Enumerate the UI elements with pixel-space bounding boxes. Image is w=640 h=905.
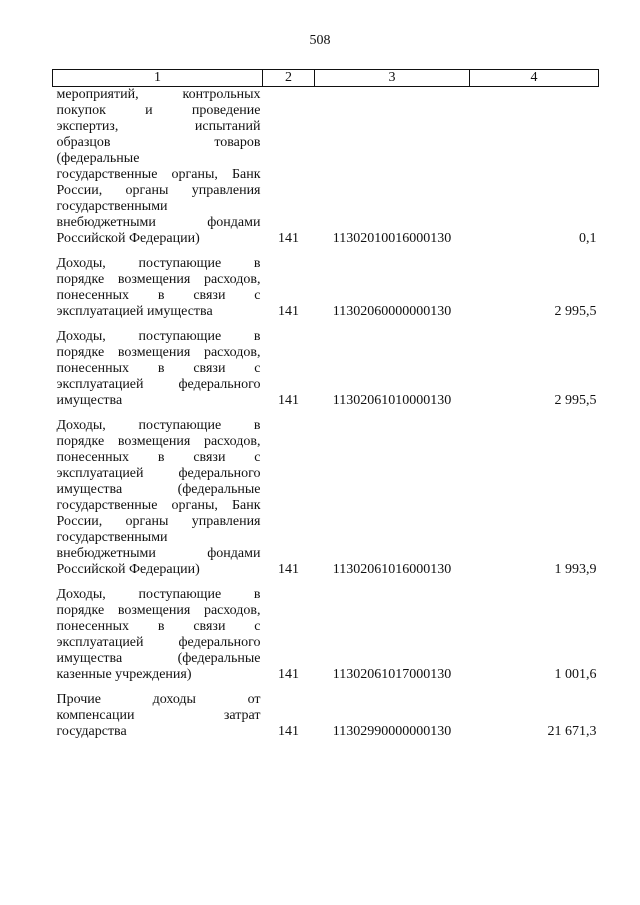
kbk-code: 11302060000000130 — [332, 304, 452, 319]
description-line: Доходы, поступающие в — [56, 418, 261, 433]
description-line: государства — [56, 724, 127, 739]
description-line: внебюджетными фондами — [56, 215, 261, 230]
amount-value: 1 993,9 — [554, 562, 597, 577]
description-line: государственными — [56, 530, 168, 545]
description-line: экспертиз, испытаний — [56, 119, 261, 134]
description-line: понесенных в связи с — [56, 619, 261, 634]
column-header-1: 1 — [53, 70, 263, 87]
row-description — [53, 409, 263, 578]
kbk-code: 11302010016000130 — [332, 231, 452, 246]
table-body — [53, 87, 599, 741]
description-line: порядке возмещения расходов, — [56, 434, 261, 449]
description-line: Доходы, поступающие в — [56, 256, 261, 271]
description-line: Доходы, поступающие в — [56, 329, 261, 344]
description-line: понесенных в связи с — [56, 450, 261, 465]
amount-value: 2 995,5 — [554, 304, 597, 319]
admin-code: 141 — [278, 231, 299, 246]
description-line: компенсации затрат — [56, 708, 261, 723]
table-row — [53, 320, 599, 409]
revenue-table — [52, 69, 599, 740]
description-line: Доходы, поступающие в — [56, 587, 261, 602]
description-line: государственные органы, Банк — [56, 167, 261, 182]
table-row — [53, 683, 599, 740]
description-line: имущества — [56, 393, 123, 408]
description-line: порядке возмещения расходов, — [56, 603, 261, 618]
row-description — [53, 578, 263, 683]
description-line: имущества (федеральные — [56, 651, 261, 666]
description-line: эксплуатацией федерального — [56, 635, 261, 650]
admin-code: 141 — [278, 304, 299, 319]
description-line: Российской Федерации) — [56, 562, 200, 577]
description-line: понесенных в связи с — [56, 361, 261, 376]
description-line: государственные органы, Банк — [56, 498, 261, 513]
amount-value: 1 001,6 — [554, 667, 597, 682]
description-line: покупок и проведение — [56, 103, 261, 118]
description-line: порядке возмещения расходов, — [56, 345, 261, 360]
row-description — [53, 320, 263, 409]
table-row — [53, 578, 599, 683]
table-row — [53, 87, 599, 248]
description-line: имущества (федеральные — [56, 482, 261, 497]
column-header-4: 4 — [470, 70, 599, 87]
description-line: понесенных в связи с — [56, 288, 261, 303]
amount-value: 21 671,3 — [547, 724, 597, 739]
table-row — [53, 247, 599, 320]
description-line: образцов товаров — [56, 135, 261, 150]
kbk-code: 11302061010000130 — [332, 393, 452, 408]
table-header-row — [53, 70, 599, 87]
column-header-2: 2 — [263, 70, 315, 87]
table-row — [53, 409, 599, 578]
description-line: (федеральные — [56, 151, 140, 166]
admin-code: 141 — [278, 724, 299, 739]
page-number: 508 — [309, 33, 331, 48]
admin-code: 141 — [278, 393, 299, 408]
amount-value: 2 995,5 — [554, 393, 597, 408]
amount-value: 0,1 — [579, 231, 597, 246]
description-line: государственными — [56, 199, 168, 214]
admin-code: 141 — [278, 562, 299, 577]
admin-code: 141 — [278, 667, 299, 682]
description-line: порядке возмещения расходов, — [56, 272, 261, 287]
column-header-3: 3 — [315, 70, 470, 87]
description-line: эксплуатацией федерального — [56, 466, 261, 481]
description-line: Прочие доходы от — [56, 692, 261, 707]
description-line: России, органы управления — [56, 183, 261, 198]
description-line: эксплуатацией федерального — [56, 377, 261, 392]
description-line: эксплуатацией имущества — [56, 304, 213, 319]
description-line: внебюджетными фондами — [56, 546, 261, 561]
row-description — [53, 87, 263, 248]
description-line: России, органы управления — [56, 514, 261, 529]
kbk-code: 11302061017000130 — [332, 667, 452, 682]
description-line: Российской Федерации) — [56, 231, 200, 246]
kbk-code: 11302061016000130 — [332, 562, 452, 577]
row-description — [53, 683, 263, 740]
description-line: казенные учреждения) — [56, 667, 192, 682]
description-line: мероприятий, контрольных — [56, 87, 261, 102]
row-description — [53, 247, 263, 320]
kbk-code: 11302990000000130 — [332, 724, 452, 739]
